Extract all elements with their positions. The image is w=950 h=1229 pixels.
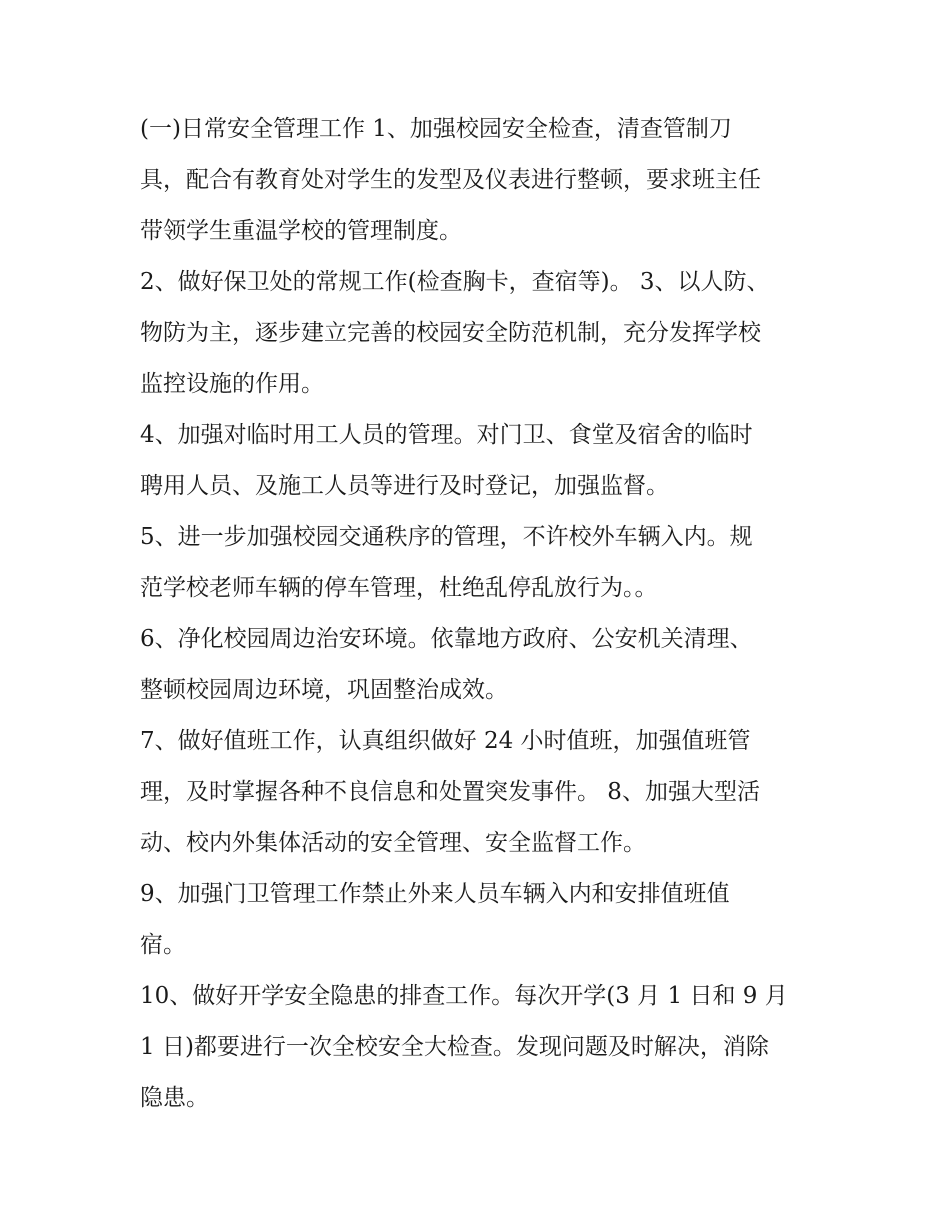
text-line: 1 日)都要进行一次全校安全大检查。发现问题及时解决，消除 <box>140 1034 769 1060</box>
text-line: 5、进一步加强校园交通秩序的管理，不许校外车辆入内。规 <box>140 524 753 550</box>
text-line: 7、做好值班工作，认真组织做好 24 小时值班，加强值班管 <box>140 728 751 754</box>
document-body <box>140 104 820 1124</box>
text-line: 物防为主，逐步建立完善的校园安全防范机制，充分发挥学校 <box>140 320 761 346</box>
text-line: 9、加强门卫管理工作禁止外来人员车辆入内和安排值班值 <box>140 881 730 907</box>
text-line: 整顿校园周边环境，巩固整治成效。 <box>140 677 508 703</box>
text-line: 宿。 <box>140 932 186 958</box>
text-line: 6、净化校园周边治安环境。依靠地方政府、公安机关清理、 <box>140 626 753 652</box>
text-line: 2、做好保卫处的常规工作(检查胸卡，查宿等)。 3、以人防、 <box>140 269 770 295</box>
text-line: 带领学生重温学校的管理制度。 <box>140 218 462 244</box>
text-line: 隐患。 <box>140 1085 209 1111</box>
text-line: 理，及时掌握各种不良信息和处置突发事件。 8、加强大型活 <box>140 779 760 805</box>
text-line: 聘用人员、及施工人员等进行及时登记，加强监督。 <box>140 473 669 499</box>
text-line: 监控设施的作用。 <box>140 371 324 397</box>
text-line: 范学校老师车辆的停车管理，杜绝乱停乱放行为。。 <box>140 575 658 601</box>
text-line: 10、做好开学安全隐患的排查工作。每次开学(3 月 1 日和 9 月 <box>140 983 788 1009</box>
text-line: (一)日常安全管理工作 1、加强校园安全检查，清查管制刀 <box>140 116 732 142</box>
text-line: 4、加强对临时用工人员的管理。对门卫、食堂及宿舍的临时 <box>140 422 753 448</box>
text-line: 具，配合有教育处对学生的发型及仪表进行整顿，要求班主任 <box>140 167 761 193</box>
text-line: 动、校内外集体活动的安全管理、安全监督工作。 <box>140 830 646 856</box>
